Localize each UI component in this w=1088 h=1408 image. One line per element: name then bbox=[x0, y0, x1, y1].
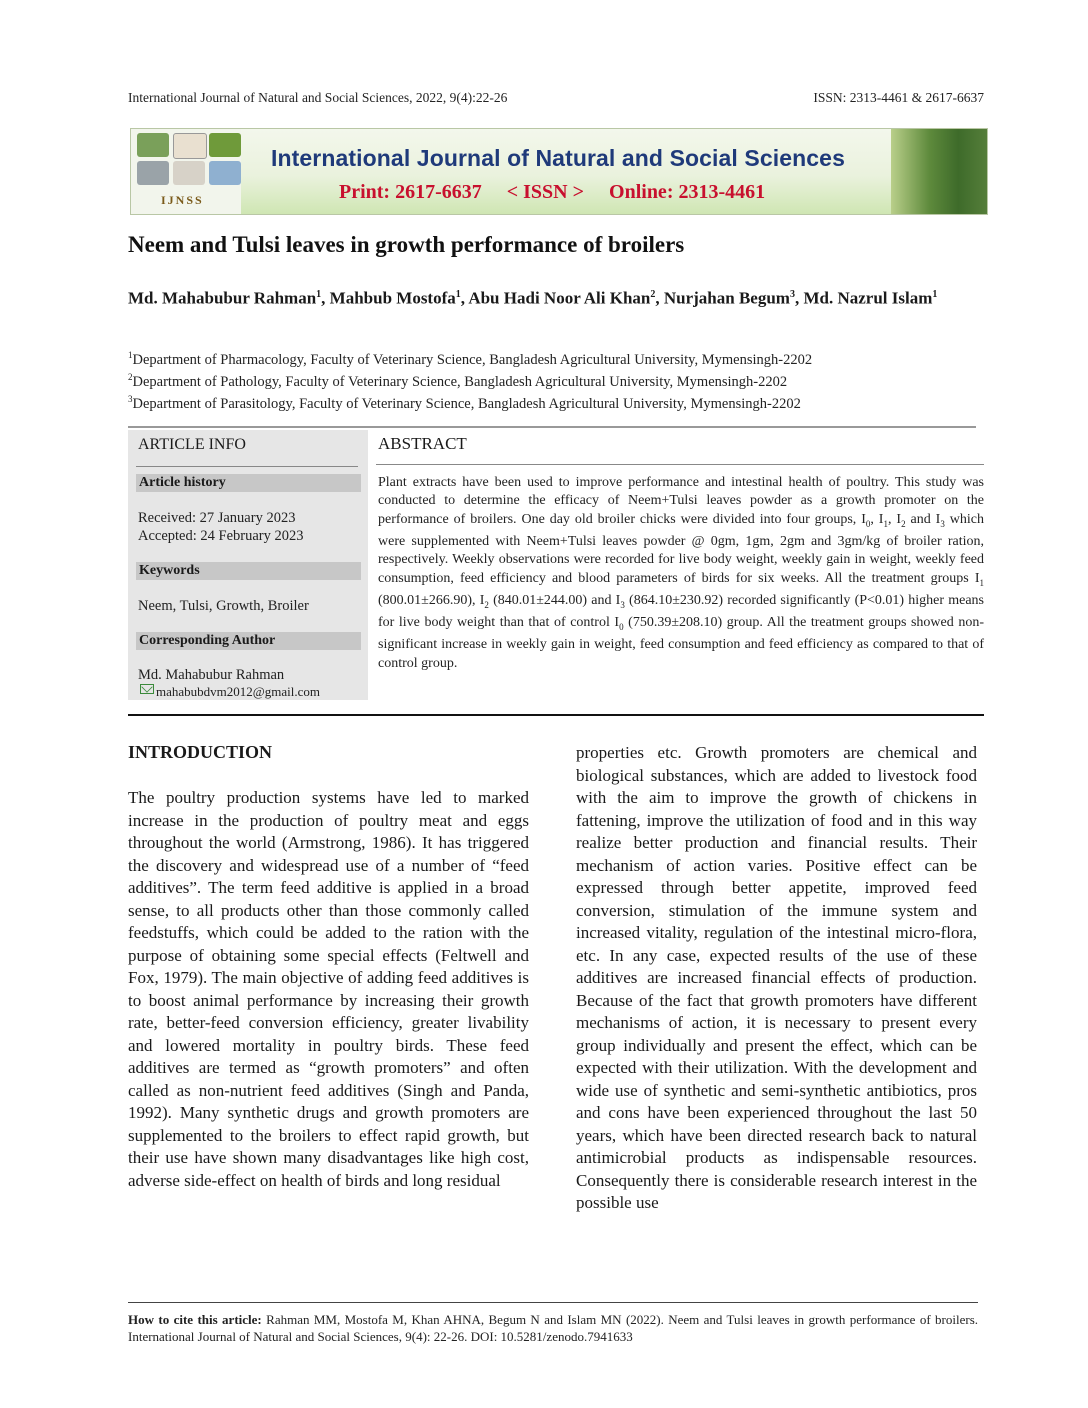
article-info-heading: ARTICLE INFO bbox=[138, 436, 246, 453]
divider bbox=[128, 426, 976, 428]
keywords-heading: Keywords bbox=[136, 562, 361, 580]
accepted-date: Accepted: 24 February 2023 bbox=[138, 528, 304, 544]
article-title: Neem and Tulsi leaves in growth performance of broilers bbox=[128, 232, 685, 257]
author-name: Abu Hadi Noor Ali Khan bbox=[468, 288, 651, 308]
keywords: Neem, Tulsi, Growth, Broiler bbox=[138, 598, 309, 614]
banner-plant-photo bbox=[891, 129, 987, 214]
divider bbox=[136, 466, 358, 467]
received-date: Received: 27 January 2023 bbox=[138, 510, 296, 526]
article-history-heading: Article history bbox=[136, 474, 361, 492]
author-list: Md. Mahabubur Rahman$^1$, Mahbub Mostofa$^1$, Abu Hadi Noor Ali Khan$^2$, Nurjahan Begum$^3$, Md. Nazrul Islam$^1$ bbox=[128, 288, 938, 308]
envelope-icon bbox=[140, 684, 154, 694]
author-name: Md. Mahabubur Rahman bbox=[128, 288, 317, 308]
banner-abbreviation: IJNSS bbox=[161, 193, 204, 207]
author-name: Md. Nazrul Islam bbox=[803, 288, 933, 308]
footer-divider bbox=[128, 1302, 978, 1303]
affiliation: $^2$Department of Pathology, Faculty of Veterinary Science, Bangladesh Agricultural University, Mymensingh-2202 bbox=[128, 372, 788, 390]
abstract-text: Plant extracts have been used to improve performance and intestinal health of poultry. This study was conducted to determine the efficacy of Neem+Tulsi leaves powder as a growth promoter on the performance of broilers. One day old broiler chicks were divided into four groups, $I_0$, $I_1$, $I_2$ and $I_3$ which were supplemented with Neem+Tulsi leaves powder @ 0gm, 1gm, 2gm and 3gm/kg of broiler ration, respectively. Weekly observations were recorded for live body weight, weekly gain in weight, weekly feed consumption, feed efficiency and blood parameters of birds for six weeks. All the treatment groups $I_1$ (800.01±266.90), $I_2$ (840.01±244.00) and $I_3$ (864.10±230.92) recorded significantly (P<0.01) higher means for live body weight than that of control $I_0$ (750.39±208.10) group. All the treatment groups showed non-significant increase in weekly gain in weight, feed consumption and feed efficiency as compared to that of control group. bbox=[378, 475, 985, 671]
abstract-heading: ABSTRACT bbox=[378, 434, 467, 453]
author-name: Nurjahan Begum bbox=[663, 288, 790, 308]
author-name: Mahbub Mostofa bbox=[329, 288, 456, 308]
journal-citation-header: International Journal of Natural and Social Sciences, 2022, 9(4):22-26 bbox=[128, 90, 508, 105]
introduction-left-column: The poultry production systems have led to marked increase in the production of poultry meat and eggs throughout the world (Armstrong, 1986). It has triggered the discovery and widespread use of a number of “feed additives”. The term feed additive is applied in a broad sense, to all products other than those commonly called feedstuffs, which could be added to the ration with the purpose of obtaining some special effects (Feltwell and Fox, 1979). The main objective of adding feed additives is to boost animal performance by increasing their growth rate, better-feed conversion efficiency, greater livability and lowered mortality in poultry birds. These feed additives are termed as “growth promoters” and often called as non-nutrient feed additives (Singh and Panda, 1992). Many synthetic drugs and growth promoters are supplemented to the broilers to effect rapid growth, but their use have shown many disadvantages like high cost, adverse side-effect on health of birds and long residual bbox=[128, 788, 529, 1190]
article-info-panel bbox=[128, 430, 368, 700]
corresponding-author-email[interactable]: mahabubdvm2012@gmail.com bbox=[156, 684, 320, 699]
banner-title: International Journal of Natural and Social Sciences bbox=[271, 145, 845, 171]
introduction-right-column: properties etc. Growth promoters are chemical and biological substances, which are added to livestock food with the aim to improve the growth of chickens in fattening, improve the utilization of food and in this way realize better production and financial results. Their mechanism of action varies. Positive effect can be expressed through better appetite, improved feed conversion, stimulation of the immune system and increased vitality, regulation of the intestinal micro-flora, etc. In any case, expected results of the use of these additives are increased financial effects of production. Because of the fact that growth promoters have different mechanisms of action, it is necessary to present every group individually and present the effect, which can be expected with their utilization. With the development and wide use of synthetic and semi-synthetic antibiotics, pros and cons have been experienced throughout the last 50 years, which have been directed research back to natural antimicrobial products as indispensable resources. Consequently there is considerable research interest in the possible use bbox=[576, 743, 977, 1212]
divider bbox=[128, 714, 984, 716]
corresponding-author-heading: Corresponding Author bbox=[136, 632, 361, 650]
corresponding-author-name: Md. Mahabubur Rahman bbox=[138, 667, 285, 683]
citation-footer: How to cite this article: Rahman MM, Mostofa M, Khan AHNA, Begum N and Islam MN (2022). Neem and Tulsi leaves in growth performance of broilers. International Journal of Natural and Social Sciences, 9(4): 22-26. DOI: 10.5281/zenodo.7941633 bbox=[128, 1312, 978, 1344]
affiliation: $^1$Department of Pharmacology, Faculty of Veterinary Science, Bangladesh Agricultural University, Mymensingh-2202 bbox=[128, 350, 813, 368]
banner-photo-collage bbox=[131, 129, 241, 214]
banner-issn-line: Print: 2617-6637 < ISSN > Online: 2313-4461 bbox=[339, 181, 766, 203]
affiliation: $^3$Department of Parasitology, Faculty of Veterinary Science, Bangladesh Agricultural University, Mymensingh-2202 bbox=[128, 394, 801, 412]
introduction-heading: INTRODUCTION bbox=[128, 742, 273, 762]
issn-header: ISSN: 2313-4461 & 2617-6637 bbox=[813, 90, 984, 105]
journal-banner bbox=[130, 128, 988, 215]
divider bbox=[376, 464, 984, 465]
